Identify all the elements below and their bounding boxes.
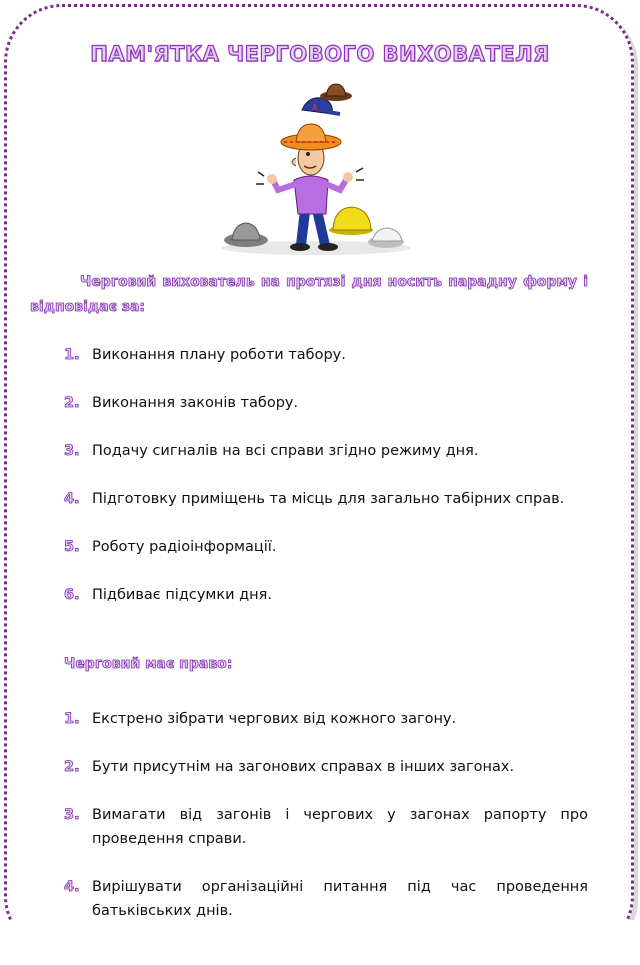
grey-hat-icon <box>224 223 268 247</box>
rights-heading: Черговий має право: <box>64 656 233 672</box>
intro-paragraph: Черговий вихователь на протязі дня носить парадну форму і відповідає за: <box>30 274 588 315</box>
list-item-text: Вимагати від загонів і чергових у загонах рапорту про проведення справи. <box>92 807 588 847</box>
list-number: 3. <box>64 443 80 459</box>
list-item <box>64 439 588 463</box>
list-item-text: Бути присутнім на загонових справах в інших загонах. <box>92 759 515 775</box>
list-item <box>64 343 588 367</box>
list-number: 2. <box>64 395 80 411</box>
list-item-text: Екстрено зібрати чергових від кожного загону. <box>92 711 457 727</box>
list-item <box>64 487 588 511</box>
list-number: 6. <box>64 587 80 603</box>
list-number: 1. <box>64 347 80 363</box>
list-item-text: Роботу радіоінформації. <box>92 539 277 555</box>
list-number: 1. <box>64 711 80 727</box>
list-number: 4. <box>64 879 80 895</box>
juggling-hats-man-icon <box>216 80 416 260</box>
list-item <box>64 391 588 415</box>
brown-hat-icon <box>320 84 352 101</box>
list-number: 2. <box>64 759 80 775</box>
list-item <box>64 707 588 731</box>
list-item <box>64 755 588 779</box>
white-cap-icon <box>368 228 404 248</box>
list-item-text: Виконання законів табору. <box>92 395 299 411</box>
list-item <box>64 583 588 607</box>
sombrero-icon <box>281 124 341 150</box>
list-item <box>64 875 588 920</box>
list-item-text: Подачу сигналів на всі справи згідно режиму дня. <box>92 443 479 459</box>
svg-text:A: A <box>312 103 318 112</box>
list-number: 3. <box>64 807 80 823</box>
list-item-text: Підбиває підсумки дня. <box>92 587 272 603</box>
list-item <box>64 803 588 851</box>
list-item-text: Підготовку приміщень та місць для загально табірних справ. <box>92 491 565 507</box>
list-item <box>64 535 588 559</box>
duties-list <box>64 343 588 607</box>
list-number: 4. <box>64 491 80 507</box>
page-title: ПАМ'ЯТКА ЧЕРГОВОГО ВИХОВАТЕЛЯ <box>90 42 550 66</box>
list-item-text: Вирішувати організаційні питання під час проведення батьківських днів. <box>92 879 588 919</box>
list-item-text: Виконання плану роботи табору. <box>92 347 346 363</box>
yellow-helmet-icon <box>329 207 373 235</box>
rights-list <box>64 707 588 920</box>
list-number: 5. <box>64 539 80 555</box>
